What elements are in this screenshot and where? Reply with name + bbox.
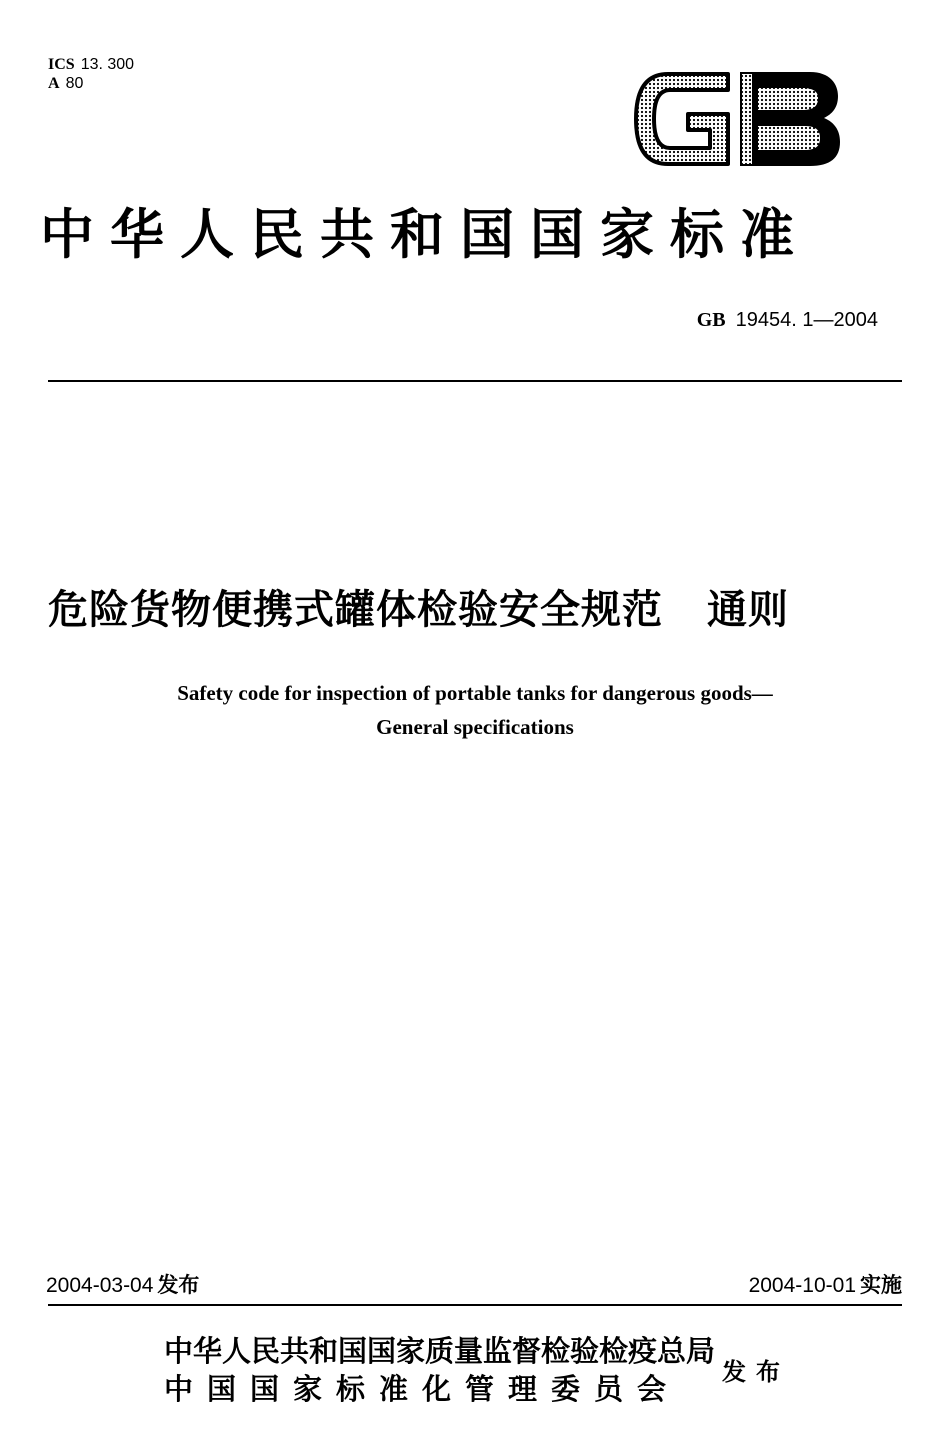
top-divider (48, 380, 902, 382)
issuing-authorities (164, 1332, 715, 1408)
issuer-line2: 中国国家标准化管理委员会 (164, 1372, 681, 1406)
ccs-label: A (48, 75, 60, 92)
ics-line (48, 55, 134, 74)
gb-logo-icon (632, 66, 844, 172)
english-title-line1: Safety code for inspection of portable tanks for dangerous goods— (177, 681, 773, 705)
chinese-title-main: 危险货物便携式罐体检验安全规范 (48, 587, 663, 633)
issue-date (46, 1270, 199, 1301)
english-title-line2: General specifications (376, 715, 574, 739)
issuer-line1: 中华人民共和国国家质量监督检验检疫总局 (164, 1334, 716, 1368)
english-title (0, 676, 950, 744)
standard-number (697, 306, 878, 334)
chinese-title-sub: 通则 (707, 587, 789, 633)
standard-number-value: 19454. 1—2004 (735, 309, 878, 331)
ics-label: ICS (48, 56, 75, 73)
implementation-date-label: 实施 (860, 1273, 902, 1297)
ccs-line (48, 74, 134, 93)
bottom-divider (48, 1304, 902, 1306)
issue-date-label: 发布 (157, 1273, 200, 1297)
ccs-code: 80 (65, 75, 84, 92)
implementation-date (749, 1270, 902, 1301)
ics-code: 13. 300 (80, 56, 135, 73)
chinese-title (48, 582, 908, 638)
standard-category-title: 中华人民共和国国家标准 (40, 203, 810, 266)
issue-date-value: 2004-03-04 (46, 1274, 154, 1297)
implementation-date-value: 2004-10-01 (748, 1274, 856, 1297)
standard-number-prefix: GB (696, 309, 726, 331)
classification-codes (48, 55, 134, 93)
issuer-action: 发布 (722, 1358, 790, 1386)
